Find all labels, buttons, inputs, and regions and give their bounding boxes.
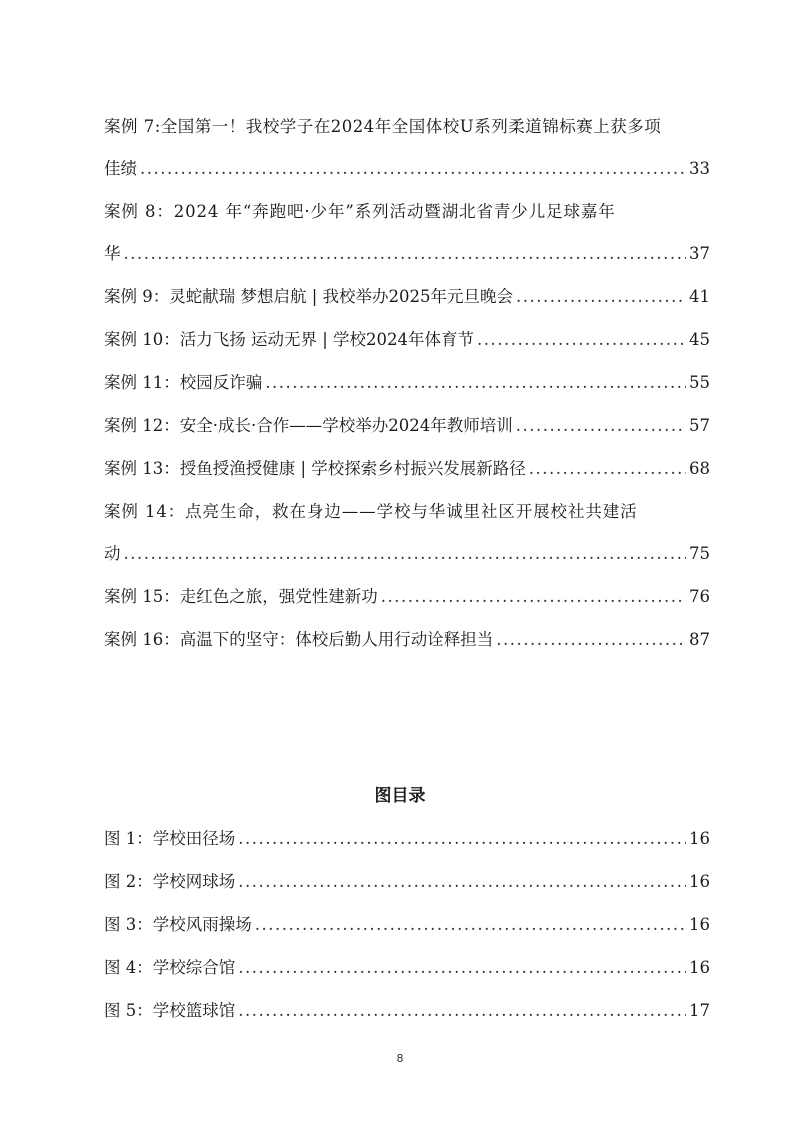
toc-entry-case-8[interactable] <box>104 197 710 268</box>
toc-entry-page: 76 <box>689 587 710 606</box>
toc-entry-case-12[interactable] <box>104 411 710 440</box>
dot-leader <box>529 454 686 483</box>
toc-entry-title: 案例 8：2024 年“奔跑吧·少年”系列活动暨湖北省青少儿足球嘉年 <box>104 202 616 221</box>
figures-section-title: 图目录 <box>374 786 426 806</box>
figure-toc-list <box>104 824 710 1025</box>
toc-entry-page: 87 <box>689 630 710 649</box>
page-number: 8 <box>396 1052 404 1065</box>
toc-entry-case-7[interactable] <box>104 112 710 183</box>
dot-leader <box>496 625 686 654</box>
toc-entry-page: 16 <box>689 829 710 848</box>
dot-leader <box>238 867 686 896</box>
toc-entry-title: 案例 15：走红色之旅，强党性建新功 <box>104 587 378 606</box>
toc-entry-page: 45 <box>689 330 710 349</box>
toc-entry-title-continued: 华 <box>104 244 121 263</box>
toc-entry-title: 案例 14：点亮生命，救在身边——学校与华诚里社区开展校社共建活 <box>104 502 638 521</box>
toc-entry-page: 75 <box>689 544 710 563</box>
toc-entry-page: 16 <box>689 915 710 934</box>
dot-leader <box>140 154 686 183</box>
toc-entry-page: 37 <box>689 244 710 263</box>
toc-entry-title: 图 5：学校篮球馆 <box>104 1001 236 1020</box>
toc-entry-title: 案例 10：活力飞扬 运动无界 | 学校2024年体育节 <box>104 330 475 349</box>
toc-entry-case-11[interactable] <box>104 368 710 397</box>
toc-entry-title: 案例 13：授鱼授渔授健康 | 学校探索乡村振兴发展新路径 <box>104 459 526 478</box>
dot-leader <box>477 325 686 354</box>
dot-leader <box>265 368 686 397</box>
toc-entry-case-16[interactable] <box>104 625 710 654</box>
toc-entry-page: 16 <box>689 872 710 891</box>
toc-entry-figure-1[interactable] <box>104 824 710 853</box>
toc-entry-title: 案例 16：高温下的坚守：体校后勤人用行动诠释担当 <box>104 630 494 649</box>
toc-entry-case-13[interactable] <box>104 454 710 483</box>
toc-entry-title: 案例 12：安全·成长·合作——学校举办2024年教师培训 <box>104 416 513 435</box>
toc-entry-title: 案例 11：校园反诈骗 <box>104 373 263 392</box>
dot-leader <box>238 953 686 982</box>
toc-entry-title: 图 4：学校综合馆 <box>104 958 236 977</box>
toc-entry-case-10[interactable] <box>104 325 710 354</box>
toc-entry-title: 案例 7:全国第一！我校学子在2024年全国体校U系列柔道锦标赛上获多项 <box>104 117 662 136</box>
toc-entry-page: 55 <box>689 373 710 392</box>
dot-leader <box>381 582 686 611</box>
toc-entry-title: 图 2：学校网球场 <box>104 872 236 891</box>
toc-entry-figure-3[interactable] <box>104 910 710 939</box>
toc-entry-page: 68 <box>689 459 710 478</box>
dot-leader <box>255 910 686 939</box>
toc-entry-figure-4[interactable] <box>104 953 710 982</box>
toc-entry-figure-2[interactable] <box>104 867 710 896</box>
toc-entry-page: 16 <box>689 958 710 977</box>
dot-leader <box>238 996 686 1025</box>
toc-entry-title: 图 3：学校风雨操场 <box>104 915 252 934</box>
toc-entry-page: 41 <box>689 287 710 306</box>
toc-entry-title: 案例 9：灵蛇献瑞 梦想启航 | 我校举办2025年元旦晚会 <box>104 287 514 306</box>
case-toc-list <box>104 112 710 654</box>
toc-entry-case-14[interactable] <box>104 497 710 568</box>
toc-entry-figure-5[interactable] <box>104 996 710 1025</box>
toc-entry-title: 图 1：学校田径场 <box>104 829 236 848</box>
toc-entry-case-15[interactable] <box>104 582 710 611</box>
toc-entry-case-9[interactable] <box>104 282 710 311</box>
dot-leader <box>238 824 686 853</box>
dot-leader <box>516 411 686 440</box>
dot-leader <box>516 282 686 311</box>
toc-entry-title-continued: 佳绩 <box>104 159 137 178</box>
toc-entry-page: 17 <box>689 1001 710 1020</box>
dot-leader <box>124 239 687 268</box>
dot-leader <box>124 539 687 568</box>
toc-entry-page: 57 <box>689 416 710 435</box>
toc-entry-title-continued: 动 <box>104 544 121 563</box>
toc-entry-page: 33 <box>689 159 710 178</box>
